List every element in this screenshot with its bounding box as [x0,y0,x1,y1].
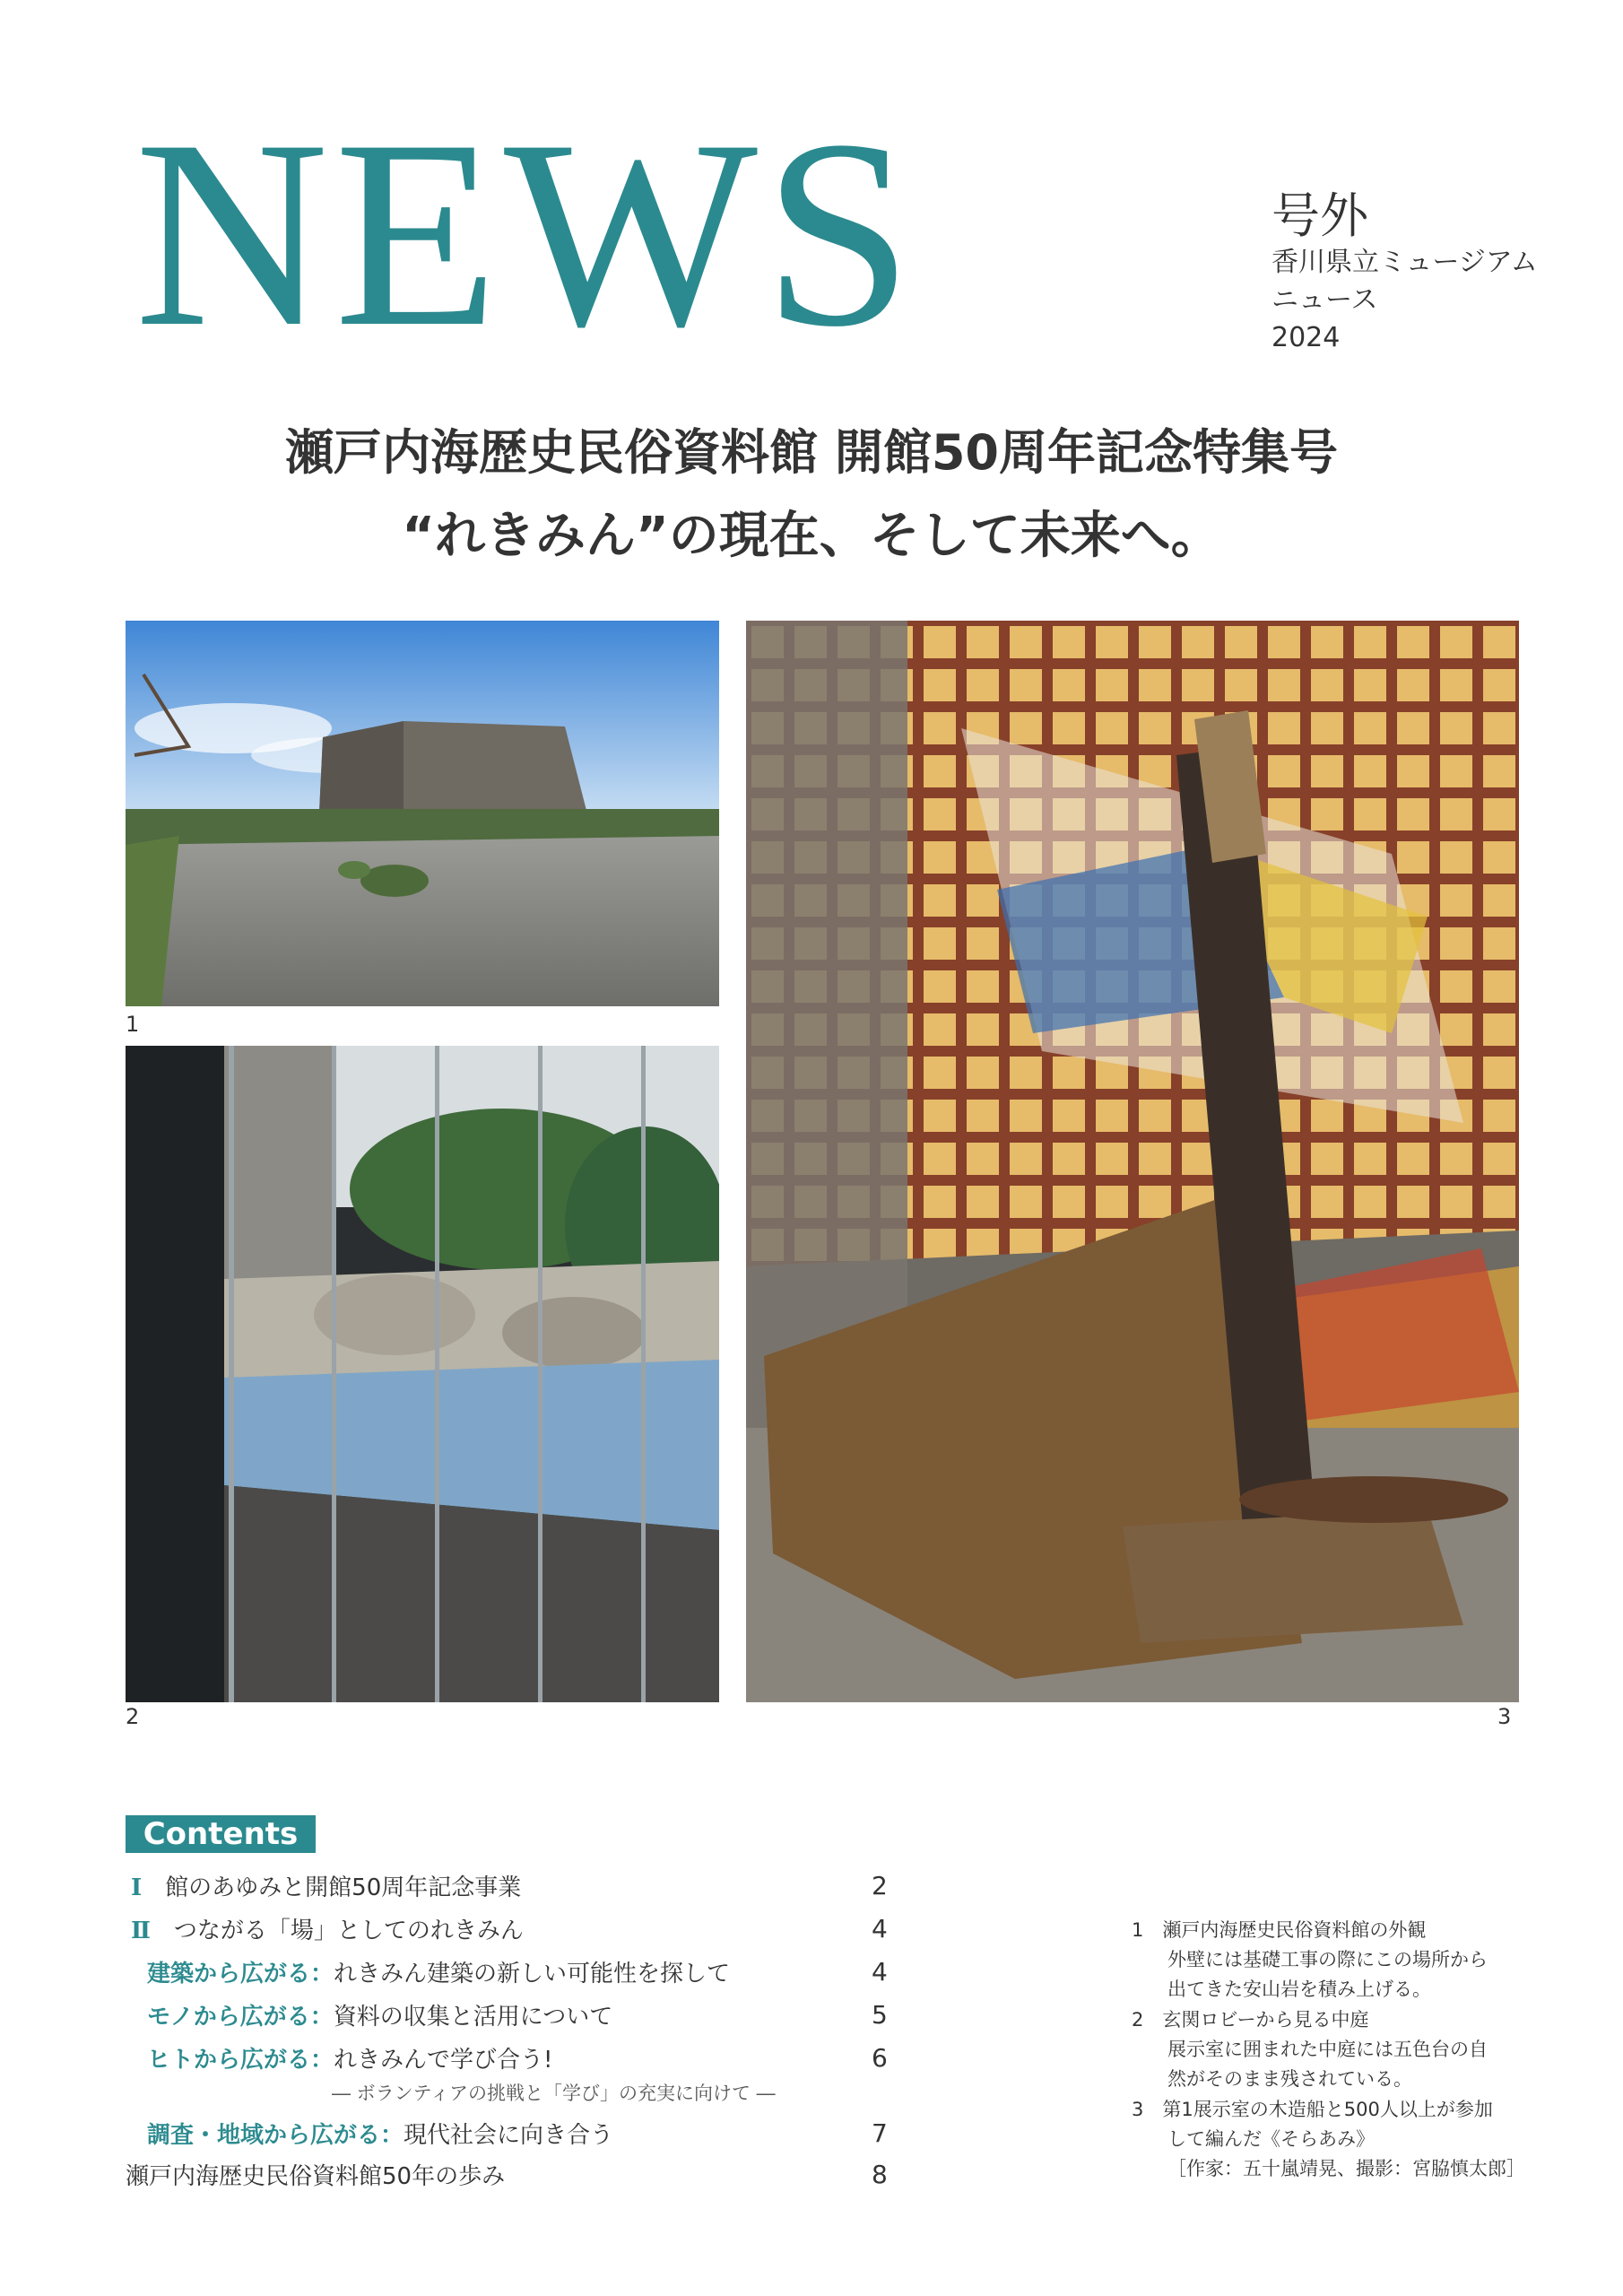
caption-title: 第1展示室の木造船と500人以上が参加 [1162,2099,1493,2120]
issue-info [1271,188,1538,357]
caption-line: 然がそのまま残されている。 [1167,2068,1412,2090]
toc-item-6 [147,2120,613,2151]
caption-title: 瀬戸内海歴史民俗資料館の外観 [1162,1919,1427,1941]
issue-year: 2024 [1271,322,1341,353]
caption-number: 1 [1132,1919,1144,1941]
issue-publication: 香川県立ミュージアム [1271,247,1538,278]
photo-number-1: 1 [126,1012,140,1037]
photo-caption-3 [1132,2095,1525,2184]
toc-item-1 [131,1873,521,1903]
caption-number: 2 [1132,2009,1144,2031]
photo-number-3: 3 [1497,1704,1512,1729]
toc-page: 8 [872,2160,888,2189]
toc-page: 7 [872,2118,888,2148]
toc-title: つながる「場」としてのれきみん [173,1918,524,1944]
photo-exterior [126,621,719,1006]
toc-page: 4 [872,1914,888,1944]
headline-sub: “れきみん”の現在、そして未来へ。 [402,507,1221,565]
toc-title: れきみん建築の新しい可能性を探して [334,1961,731,1987]
caption-line: 展示室に囲まれた中庭には五色台の自 [1167,2039,1488,2060]
caption-number: 3 [1132,2099,1144,2120]
toc-item-3 [147,1959,730,1989]
toc-page: 6 [872,2043,888,2073]
photo-caption-2 [1132,2005,1488,2094]
toc-title: れきみんで学び合う! [334,2047,553,2074]
toc-page: 4 [872,1957,888,1987]
toc-page: 2 [872,1871,888,1900]
caption-line: 出てきた安山岩を積み上げる。 [1167,1979,1431,2000]
caption-line: ［作家：五十嵐靖晃、撮影：宮脇慎太郎］ [1167,2158,1525,2179]
toc-title: 館のあゆみと開館50周年記念事業 [165,1874,522,1901]
toc-item-7 [126,2161,505,2192]
photo-number-2: 2 [126,1704,140,1729]
photo-boat-exhibit [746,621,1519,1702]
caption-line: 外壁には基礎工事の際にこの場所から [1167,1949,1488,1970]
headline-main: 瀬戸内海歴史民俗資料館 開館50周年記念特集号 [285,424,1338,481]
photo-courtyard [126,1046,719,1702]
caption-line: して編んだ《そらあみ》 [1167,2128,1375,2150]
toc-highlight: ヒトから広がる： [147,2047,334,2074]
toc-section-number: Ⅰ [131,1874,143,1901]
toc-page: 5 [872,2000,888,2030]
caption-title: 玄関ロビーから見る中庭 [1162,2009,1369,2031]
toc-highlight: 調査・地域から広がる： [147,2122,404,2149]
toc-subtitle: ― ボランティアの挑戦と「学び」の充実に向けて ― [332,2083,776,2104]
contents-badge: Contents [126,1815,316,1853]
toc-highlight: 建築から広がる： [147,1961,334,1987]
issue-publication-line2: ニュース [1271,284,1378,316]
toc-title: 資料の収集と活用について [333,2004,613,2031]
issue-label: 号外 [1271,187,1368,244]
toc-title: 瀬戸内海歴史民俗資料館50年の歩み [126,2163,506,2190]
toc-section-number: Ⅱ [131,1918,151,1944]
toc-item-4 [147,2002,612,2032]
toc-title: 現代社会に向き合う [404,2122,614,2149]
masthead-title: NEWS [135,84,918,382]
photo-caption-1 [1132,1916,1488,2005]
toc-item-5 [147,2045,552,2075]
toc-highlight: モノから広がる： [147,2004,334,2031]
toc-item-2 [131,1916,524,1946]
